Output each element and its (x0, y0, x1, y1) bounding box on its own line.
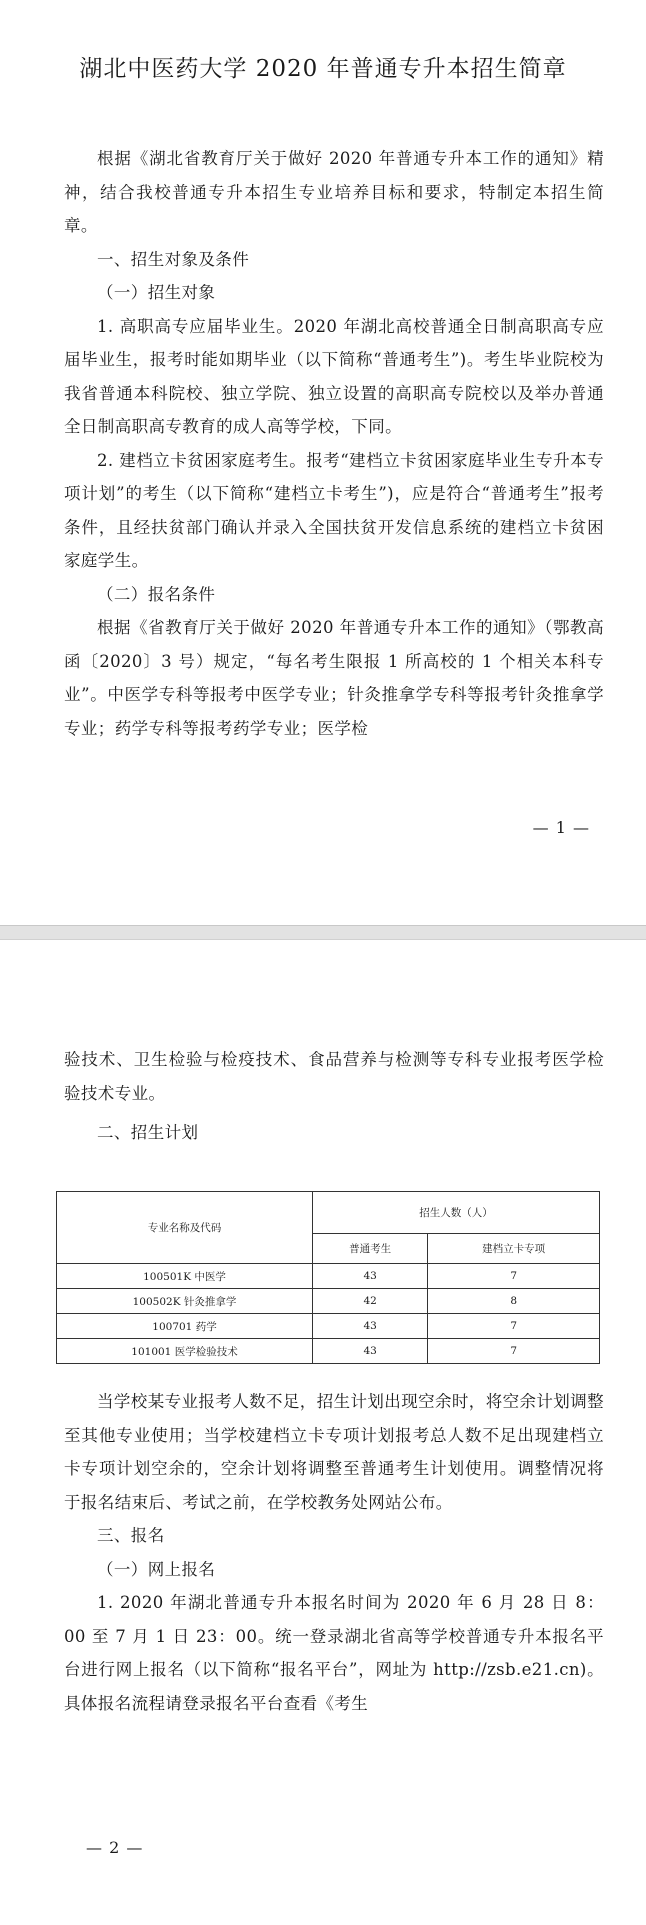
subsection-heading-1: （一）招生对象 (97, 283, 216, 302)
paragraph-item-1: 1. 高职高专应届毕业生。2020 年湖北高校普通全日制高职高专应届毕业生，报考时能如期毕业（以下简称“普通考生”)。考生毕业院校为我省普通本科院校、独立学院、独立设置的高职高专院校以及举办普通全日制高职高专教育的成人高等学校，下同。 (64, 316, 604, 436)
continued-paragraph: 验技术、卫生检验与检疫技术、食品营养与检测等专科专业报考医学检验技术专业。 (64, 1050, 604, 1103)
table-cell-regular: 43 (313, 1339, 428, 1364)
section-heading-1: 一、招生对象及条件 (97, 249, 250, 269)
table-cell-regular: 43 (313, 1264, 428, 1289)
conditions-paragraph: 根据《省教育厅关于做好 2020 年普通专升本工作的通知》（鄂教高函〔2020〕3 号）规定，“每名考生限报 1 所高校的 1 个相关本科专业”。中医学专科等报考中医学专业；针灸推拿学专科等报考针灸推拿学专业；药学专科等报考药学专业；医学检 (64, 618, 604, 738)
table-row (57, 1264, 600, 1289)
page-separator (0, 925, 646, 940)
table-cell-major: 101001 医学检验技术 (57, 1339, 313, 1364)
vacancy-paragraph: 当学校某专业报考人数不足，招生计划出现空余时，将空余计划调整至其他专业使用；当学校建档立卡专项计划报考总人数不足出现建档立卡专项计划空余的，空余计划将调整至普通考生计划使用。调整情况将于报名结束后、考试之前，在学校教务处网站公布。 (64, 1392, 604, 1512)
document-title: 湖北中医药大学 2020 年普通专升本招生简章 (79, 56, 567, 82)
table-cell-special: 7 (428, 1314, 600, 1339)
table-cell-special: 8 (428, 1289, 600, 1314)
table-row (57, 1289, 600, 1314)
table-header-major: 专业名称及代码 (57, 1192, 313, 1264)
page1-body (64, 142, 604, 745)
document-page-1 (0, 0, 646, 925)
table-cell-special: 7 (428, 1339, 600, 1364)
table-header-regular: 普通考生 (313, 1234, 428, 1264)
table-row (57, 1314, 600, 1339)
intro-paragraph: 根据《湖北省教育厅关于做好 2020 年普通专升本工作的通知》精神，结合我校普通专升本招生专业培养目标和要求，特制定本招生简章。 (64, 149, 604, 235)
table-cell-major: 100701 药学 (57, 1314, 313, 1339)
section-heading-3: 三、报名 (97, 1526, 165, 1545)
subsection-heading-3: （一）网上报名 (97, 1559, 216, 1579)
table-header-quota: 招生人数（人） (313, 1192, 600, 1234)
enrollment-plan-table (56, 1191, 600, 1364)
page2-body-top (64, 1043, 604, 1150)
table-cell-regular: 42 (313, 1289, 428, 1314)
page2-body-bottom (64, 1385, 604, 1720)
table-header-special: 建档立卡专项 (428, 1234, 600, 1264)
registration-paragraph: 1. 2020 年湖北普通专升本报名时间为 2020 年 6 月 28 日 8：00 至 7 月 1 日 23：00。统一登录湖北省高等学校普通专升本报名平台进行网上报名（以下简称“报名平台”，网址为 http://zsb.e21.cn)。具体报名流程请登录报名平台查看《考生 (64, 1593, 604, 1713)
table-cell-special: 7 (428, 1264, 600, 1289)
document-page-2 (0, 940, 646, 1925)
page-number-1: — 1 — (532, 818, 590, 837)
table-cell-major: 100501K 中医学 (57, 1264, 313, 1289)
subsection-heading-2: （二）报名条件 (97, 584, 216, 604)
table-row (57, 1339, 600, 1364)
table-cell-regular: 43 (313, 1314, 428, 1339)
section-heading-2: 二、招生计划 (97, 1123, 199, 1142)
table-cell-major: 100502K 针灸推拿学 (57, 1289, 313, 1314)
page-number-2: — 2 — (86, 1838, 144, 1857)
paragraph-item-2: 2. 建档立卡贫困家庭考生。报考“建档立卡贫困家庭毕业生专升本专项计划”的考生（以下简称“建档立卡考生”)，应是符合“普通考生”报考条件，且经扶贫部门确认并录入全国扶贫开发信息系统的建档立卡贫困家庭学生。 (64, 450, 604, 570)
